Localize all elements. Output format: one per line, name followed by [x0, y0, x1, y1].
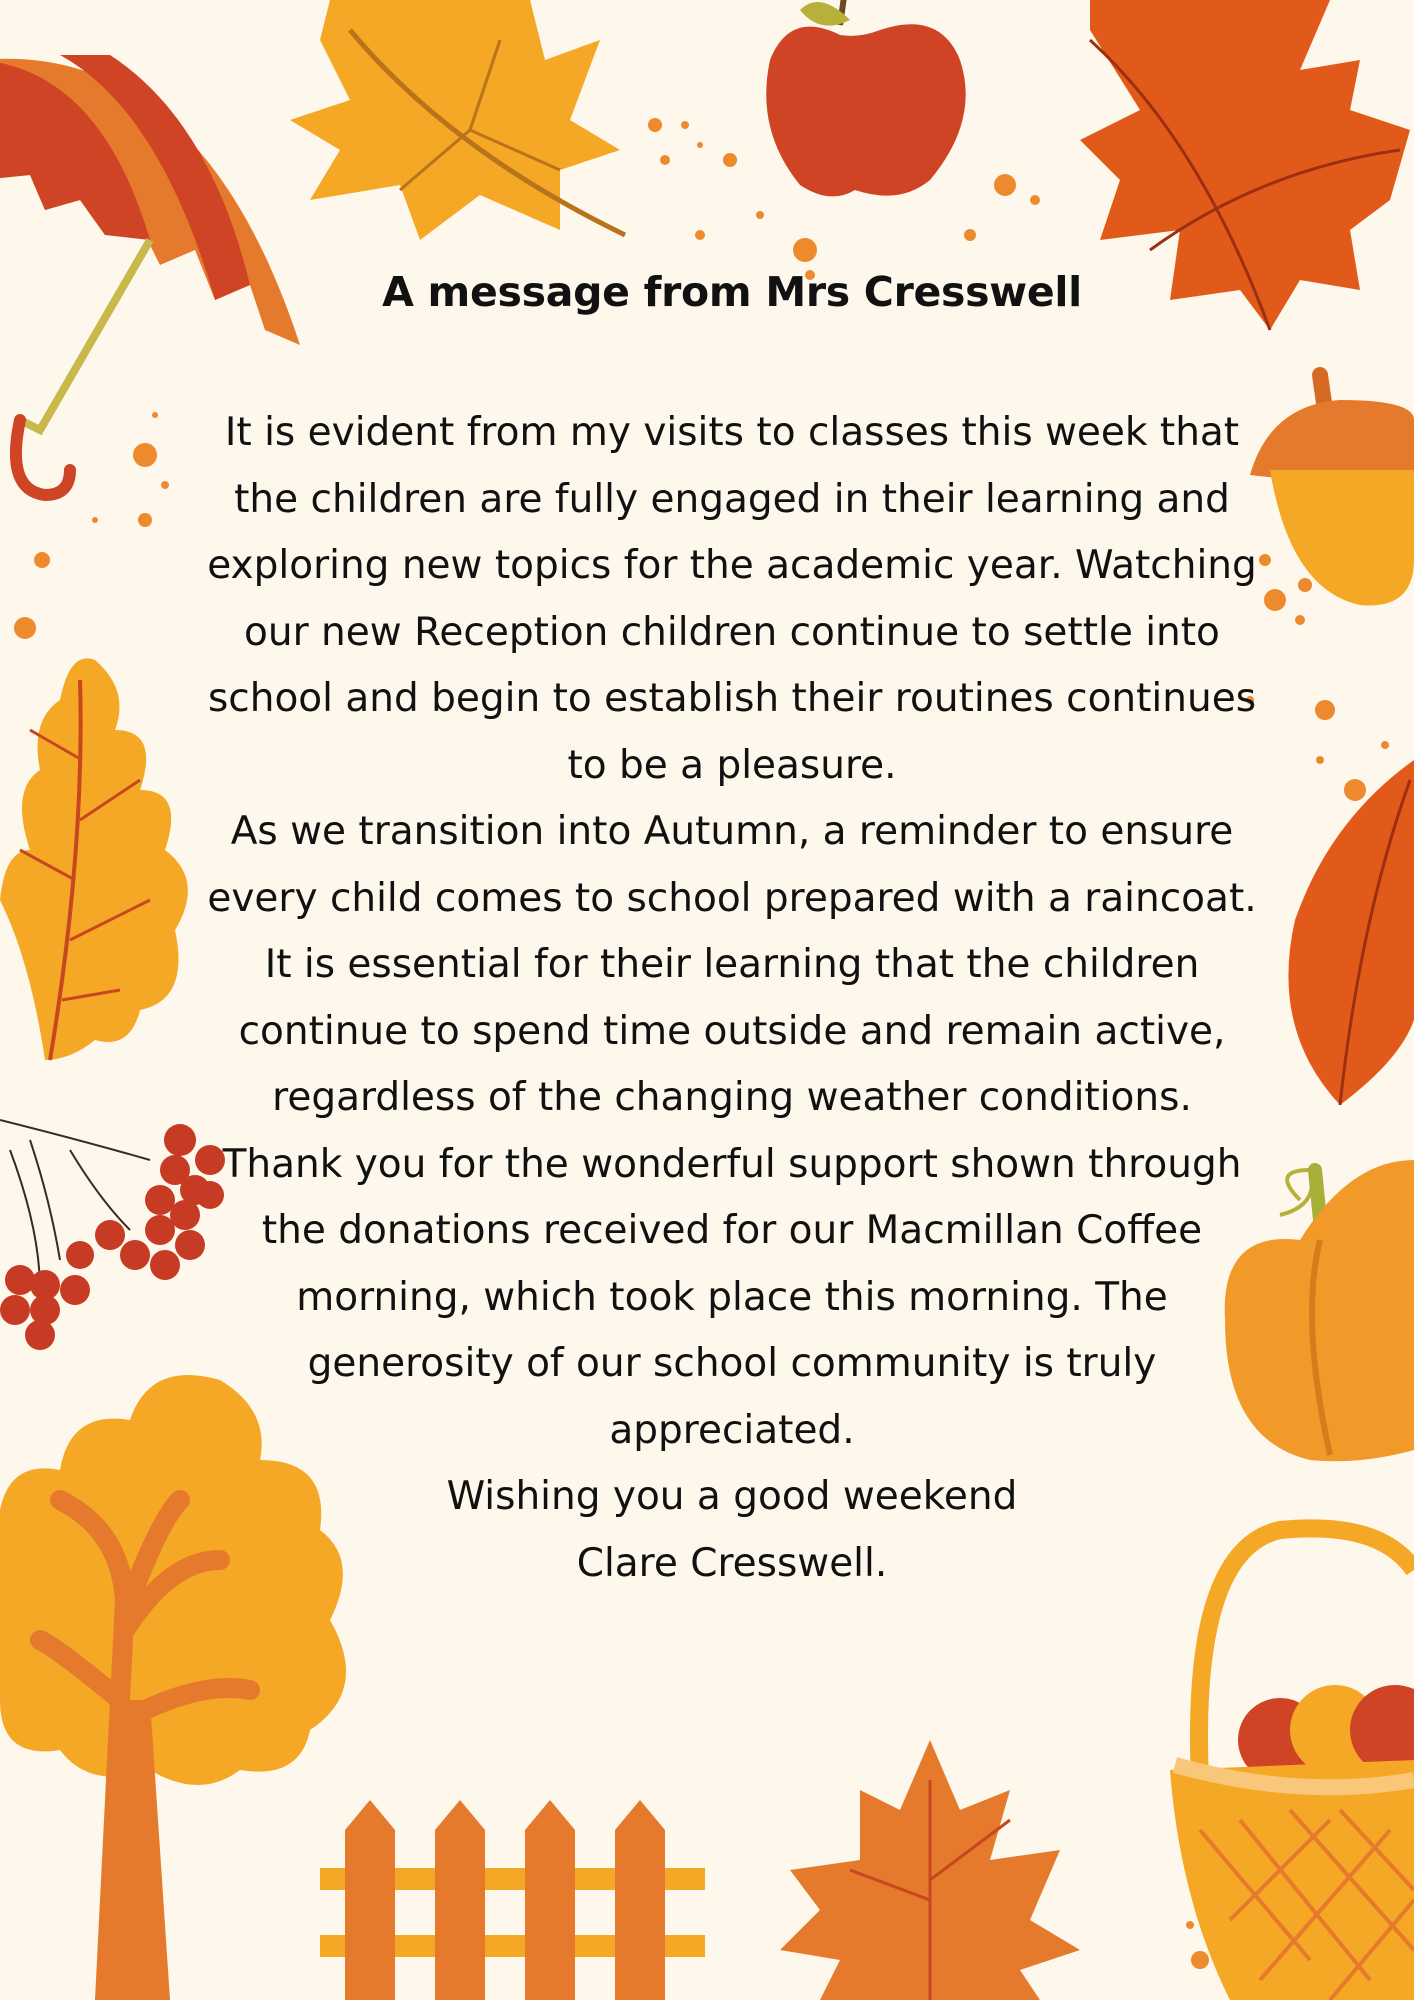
fence-icon	[320, 1800, 705, 2000]
oak-leaf-icon	[0, 658, 188, 1060]
maple-leaf-icon	[780, 1740, 1080, 2000]
acorn-icon	[1250, 375, 1414, 605]
basket-icon	[1170, 1528, 1414, 2000]
apple-icon	[766, 0, 965, 196]
paragraph-progress: It is evident from my visits to classes this week that the children are fully engaged in their learning and exploring new topics for the academic year. Watching our new Reception children continue to settle into school and begin to establish their routines continues to be a pleasure.	[207, 410, 1257, 788]
paragraph-macmillan-thanks: Thank you for the wonderful support shown through the donations received for our Macmillan Coffee morning, which took place this morning. The generosity of our school community is truly appreciated.	[222, 1141, 1242, 1453]
letter-body	[207, 400, 1257, 1597]
leaf-icon	[1288, 760, 1414, 1105]
paragraph-raincoat-reminder: As we transition into Autumn, a reminder to ensure every child comes to school prepared with a raincoat. It is essential for their learning that the children continue to spend time outside and remain active, regardless of the changing weather conditions.	[207, 809, 1257, 1120]
letter-title: A message from Mrs Cresswell	[382, 268, 1082, 316]
closing-line: Wishing you a good weekend	[446, 1474, 1018, 1519]
signature: Clare Cresswell.	[576, 1540, 888, 1586]
maple-leaf-icon	[290, 0, 625, 240]
rowan-berries-icon	[0, 1120, 225, 1350]
